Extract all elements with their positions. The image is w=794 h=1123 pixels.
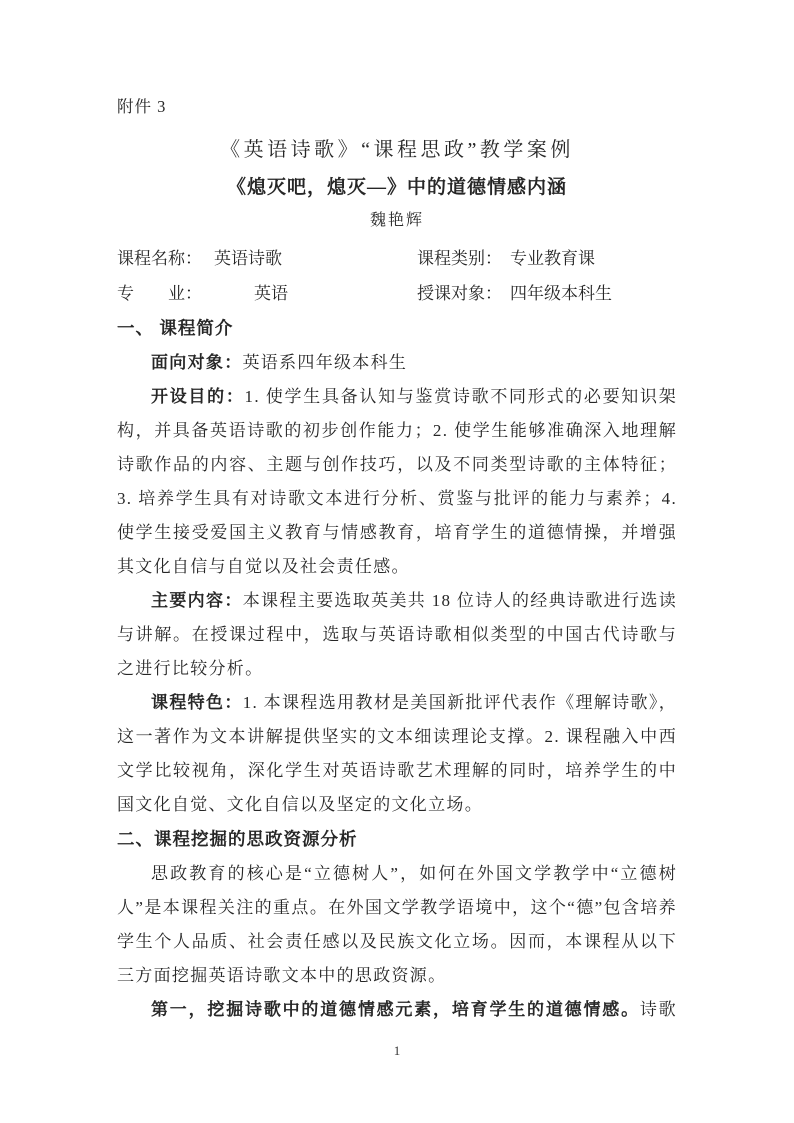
paragraph-text: 诗歌: [639, 1000, 677, 1019]
paragraph-text: 本课程主要选取英美共 18 位诗人的经典诗歌进行选读与讲解。在授课过程中，选取与英语诗歌相似类型的中国古代诗歌与之进行比较分析。: [117, 591, 677, 678]
major-label: 专 业：: [117, 284, 202, 303]
paragraph-lead: 主要内容：: [151, 591, 243, 610]
paragraph-text: 英语系四年级本科生: [242, 353, 408, 372]
course-name-label: 课程名称：: [117, 249, 202, 268]
section1-heading: 一、 课程简介: [117, 318, 234, 338]
paragraph-text: 思政教育的核心是“立德树人”，如何在外国文学教学中“立德树人”是本课程关注的重点。在外国文学教学语境中，这个“德”包含培养学生个人品质、社会责任感以及民族文化立场。因而，本课程从以下三方面挖掘英语诗歌文本中的思政资源。: [117, 864, 677, 985]
paragraph-course-features: [117, 686, 677, 822]
paragraph-course-goals: [117, 380, 677, 584]
paragraph-text: 1. 使学生具备认知与鉴赏诗歌不同形式的必要知识架构，并具备英语诗歌的初步创作能力；2. 使学生能够准确深入地理解诗歌作品的内容、主题与创作技巧，以及不同类型诗歌的主体特征；3. 培养学生具有对诗歌文本进行分析、赏鉴与批评的能力与素养；4. 使学生接受爱国主义教育与情感教育，培育学生的道德情操，并增强其文化自信与自觉以及社会责任感。: [117, 387, 678, 576]
paragraph-text: 1. 本课程选用教材是美国新批评代表作《理解诗歌》，这一著作为文本讲解提供坚实的文本细读理论支撑。2. 课程融入中西文学比较视角，深化学生对英语诗歌艺术理解的同时，培养学生的中国文化自觉、文化自信以及坚定的文化立场。: [117, 693, 677, 814]
course-info-row: [117, 241, 677, 276]
document-title: 《英语诗歌》“课程思政”教学案例: [220, 139, 574, 161]
paragraph-lead: 开设目的：: [151, 387, 245, 406]
course-info-row: [117, 276, 677, 311]
course-category-label: 课程类别：: [417, 249, 502, 268]
course-name-cell: [117, 241, 417, 276]
paragraph-lead: 面向对象：: [151, 353, 243, 372]
author-name: 魏艳辉: [369, 212, 424, 229]
audience-value: 四年级本科生: [510, 284, 612, 303]
paragraph-main-content: [117, 584, 677, 686]
course-info-block: [117, 241, 677, 311]
section2-heading: 二、课程挖掘的思政资源分析: [117, 829, 358, 849]
paragraph-lead: 课程特色：: [151, 693, 243, 712]
course-name-value: 英语诗歌: [214, 249, 282, 268]
attachment-label: 附件 3: [117, 97, 167, 116]
course-category-value: 专业教育课: [510, 249, 595, 268]
page-number: 1: [393, 1043, 401, 1058]
paragraph-ideological-core: [117, 857, 677, 993]
paragraph-target-audience: [117, 346, 677, 380]
major-value: 英语: [254, 284, 288, 303]
document-subtitle: 《熄灭吧，熄灭—》中的道德情感内涵: [226, 177, 567, 198]
course-category-cell: [417, 241, 595, 276]
audience-label: 授课对象：: [417, 284, 502, 303]
paragraph-lead: 第一，挖掘诗歌中的道德情感元素，培育学生的道德情感。: [151, 1000, 640, 1019]
audience-cell: [417, 276, 612, 311]
major-cell: [117, 276, 417, 311]
paragraph-first-point: [117, 993, 677, 1027]
